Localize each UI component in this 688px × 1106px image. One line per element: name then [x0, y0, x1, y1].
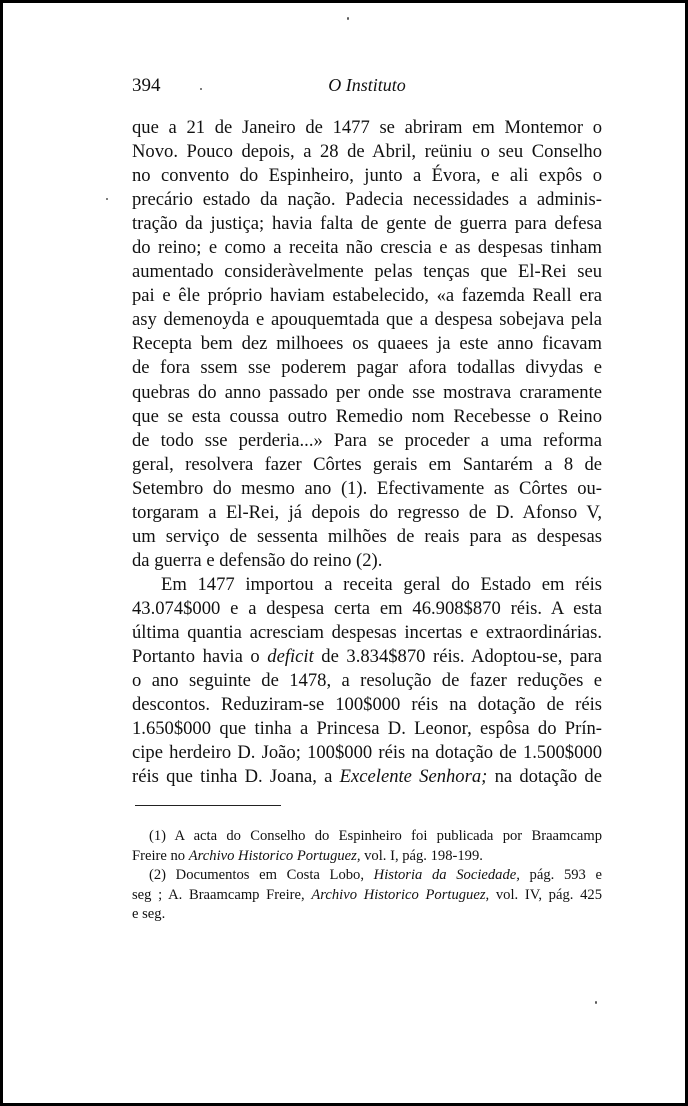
text-line: Recepta bem dez milhoees os quaees ja este anno ficavam: [132, 333, 602, 355]
text-line: cipe herdeiro D. João; 100$000 réis na dotação de 1.500$000: [132, 742, 602, 764]
text-line: última quantia acresciam despesas incertas e extraordinárias.: [132, 621, 602, 643]
text-line: Setembro do mesmo ano (1). Efectivamente as Côrtes ou-: [132, 477, 602, 499]
text-line: [132, 645, 602, 669]
body-text: [132, 116, 602, 789]
text-line: de fora ssem sse poderem pagar afora todallas divydas e: [132, 357, 602, 379]
line-segment: Portanto havia o: [132, 646, 268, 668]
italic-term: deficit: [267, 646, 314, 668]
text-line: no convento do Espinheiro, junto a Évora, e ali expôs o: [132, 165, 602, 187]
text-line: asy demenoyda e apouquemtada que a despesa sobejava pela: [132, 309, 602, 331]
text-line: aumentado consideràvelmente pelas tenças que El-Rei seu: [132, 261, 602, 283]
running-title: O Instituto: [328, 75, 406, 95]
text-line: o ano seguinte de 1478, a resolução de fazer reduções e: [132, 670, 602, 692]
footnote-line: [132, 886, 602, 906]
italic-term: Historia da Sociedade,: [373, 867, 520, 884]
footnote-line: e seg.: [132, 906, 166, 923]
text-line: precário estado da nação. Padecia necessidades a adminis-: [132, 189, 602, 211]
line-segment: vol. I, pág. 198-199.: [360, 847, 483, 864]
text-line: que a 21 de Janeiro de 1477 se abriram em Montemor o: [132, 117, 602, 138]
text-line: um serviço de sessenta milhões de reais para as despesas: [132, 525, 602, 547]
page-header: [132, 75, 602, 99]
text-line: geral, resolvera fazer Côrtes gerais em Santarém a 8 de: [132, 453, 602, 475]
line-segment: de 3.834$870 réis. Adoptou-se, para: [313, 646, 602, 668]
footnotes: [132, 827, 602, 925]
italic-term: Archivo Historico Portuguez,: [311, 886, 490, 903]
text-line: torgaram a El-Rei, já depois do regresso de D. Afonso V,: [132, 501, 602, 523]
text-line: tração da justiça; havia falta de gente de guerra para defesa: [132, 213, 602, 235]
text-line: do reino; e como a receita não crescia e as despesas tinham: [132, 237, 602, 259]
line-segment: pág. 593 e: [519, 867, 602, 884]
text-line: pai e êle próprio haviam estabelecido, «a fazemda Reall era: [132, 285, 602, 307]
footnote-separator: [135, 805, 281, 806]
line-segment: (2) Documentos em Costa Lobo,: [149, 867, 374, 884]
line-segment: seg ; A. Braamcamp Freire,: [132, 886, 312, 903]
page-number: 394: [132, 75, 161, 96]
text-line: 1.650$000 que tinha a Princesa D. Leonor, espôsa do Prín-: [132, 718, 602, 740]
text-line: que se esta coussa outro Remedio nom Recebesse o Reino: [132, 405, 602, 427]
text-line: 43.074$000 e a despesa certa em 46.908$870 réis. A esta: [132, 597, 602, 619]
italic-term: Archivo Historico Portuguez,: [188, 847, 361, 864]
footnote-line: [132, 847, 602, 867]
text-line: da guerra e defensão do reino (2).: [132, 549, 383, 571]
line-segment: réis que tinha D. Joana, a: [132, 766, 340, 788]
italic-term: Excelente Senhora;: [339, 766, 488, 788]
line-segment: Freire no: [132, 847, 189, 864]
text-line: descontos. Reduziram-se 100$000 réis na dotação de réis: [132, 694, 602, 716]
footnote-line: (1) A acta do Conselho do Espinheiro foi publicada por Braamcamp: [149, 828, 602, 844]
text-line: Em 1477 importou a receita geral do Estado em réis: [161, 573, 602, 595]
text-line: de todo sse perderia...» Para se proceder a uma reforma: [132, 429, 602, 451]
text-line: Novo. Pouco depois, a 28 de Abril, reüniu o seu Conselho: [132, 141, 602, 163]
text-line: [132, 765, 602, 789]
text-line: quebras do anno passado per onde sse mostrava craramente: [132, 381, 602, 403]
footnote-line: [132, 866, 602, 886]
line-segment: na dotação de: [487, 766, 602, 788]
line-segment: vol. IV, pág. 425: [489, 886, 602, 903]
